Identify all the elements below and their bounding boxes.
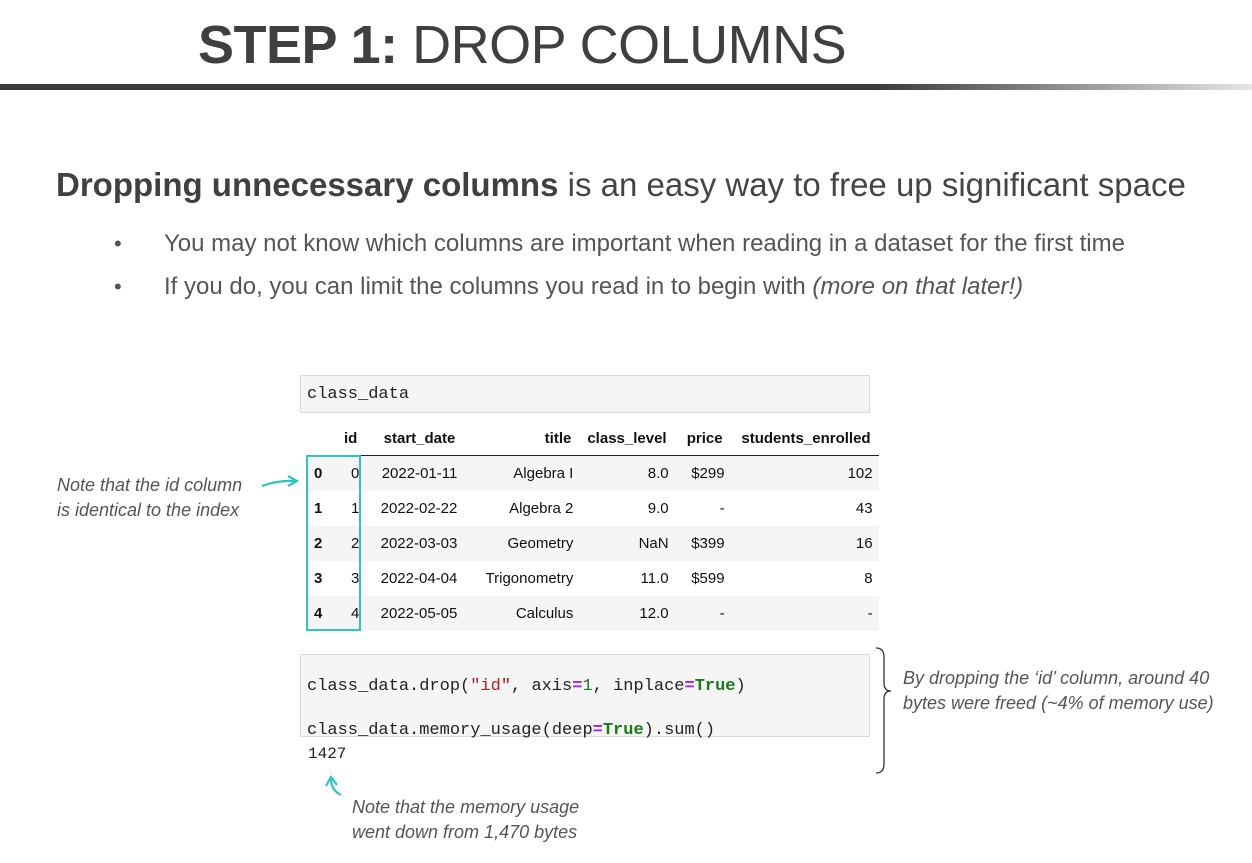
cell-price: $299: [691, 465, 725, 482]
cell-class-level: 11.0: [640, 570, 669, 587]
code-operator-token: =: [572, 677, 583, 696]
cell-price: $599: [691, 570, 725, 587]
cell-class-level: NaN: [638, 535, 669, 552]
note-line: Note that the memory usage: [352, 797, 580, 817]
column-header-title: title: [544, 430, 572, 447]
row-index: 4: [314, 605, 323, 622]
slide-title-rest: DROP COLUMNS: [397, 15, 847, 75]
column-header-students-enrolled: students_enrolled: [741, 430, 871, 447]
drop-column-note: [903, 666, 1214, 716]
memory-usage-note: [352, 795, 579, 845]
arrow-up-icon: [326, 777, 341, 795]
bullet-dot-icon: •: [114, 231, 122, 256]
cell-id: 3: [351, 570, 360, 587]
code-number-token: 1: [582, 677, 593, 696]
cell-title: Trigonometry: [485, 570, 574, 587]
column-header-index: [306, 422, 336, 456]
table-header-row: [306, 422, 879, 456]
cell-price: $399: [691, 535, 725, 552]
bullet-item: [114, 265, 1125, 308]
note-line: bytes were freed (~4% of memory use): [903, 693, 1214, 713]
cell-id: 2: [351, 535, 360, 552]
table-row: [306, 456, 879, 492]
cell-students-enrolled: -: [867, 605, 873, 622]
table-row: [306, 561, 879, 596]
note-line: went down from 1,470 bytes: [352, 822, 578, 842]
table-row: [306, 526, 879, 561]
code-keyword-token: True: [694, 677, 736, 696]
row-index: 3: [314, 570, 323, 587]
row-index: 1: [314, 500, 323, 517]
title-divider: [0, 84, 1252, 90]
bullet-emphasis: (more on that later!): [812, 273, 1024, 300]
cell-students-enrolled: 43: [855, 500, 873, 517]
slide-title-bold: STEP 1:: [198, 15, 398, 75]
code-line: class_data: [307, 385, 410, 404]
bullet-text: If you do, you can limit the columns you read in to begin with: [164, 273, 813, 300]
cell-price: -: [719, 500, 725, 517]
cell-students-enrolled: 8: [864, 570, 873, 587]
code-token: class_data.drop(: [307, 677, 471, 696]
note-line: By dropping the ‘id’ column, around 40: [903, 668, 1210, 688]
note-line: Note that the id column: [57, 475, 243, 495]
code-token: class_data.memory_usage(deep: [307, 721, 593, 740]
cell-students-enrolled: 102: [847, 465, 873, 482]
curly-brace-icon: [876, 648, 891, 773]
cell-id: 1: [351, 500, 360, 517]
code-token: ).sum(): [643, 721, 716, 740]
cell-id: 0: [351, 465, 360, 482]
cell-price: -: [719, 605, 725, 622]
code-token: , axis: [511, 677, 573, 696]
heading-rest: is an easy way to free up significant space: [558, 166, 1186, 203]
cell-start-date: 2022-04-04: [380, 570, 458, 587]
cell-start-date: 2022-03-03: [380, 535, 458, 552]
code-cell-class-data[interactable]: [300, 375, 870, 413]
row-index: 0: [314, 465, 323, 482]
bullet-item: [114, 222, 1125, 265]
slide-title: [198, 14, 846, 76]
column-header-start-date: start_date: [383, 430, 456, 447]
cell-start-date: 2022-02-22: [380, 500, 458, 517]
cell-students-enrolled: 16: [855, 535, 873, 552]
code-line-memory: [307, 709, 863, 753]
column-header-id: id: [344, 430, 358, 447]
column-header-price: price: [686, 430, 723, 447]
id-column-note: [57, 473, 242, 523]
code-line-drop: [307, 665, 863, 709]
code-operator-token: =: [592, 721, 603, 740]
cell-start-date: 2022-01-11: [381, 465, 458, 482]
bullet-text: You may not know which columns are important when reading in a dataset for the first time: [164, 230, 1125, 257]
cell-output: 1427: [308, 745, 347, 763]
cell-class-level: 9.0: [647, 500, 669, 517]
table-row: [306, 491, 879, 526]
code-token: , inplace: [592, 677, 685, 696]
code-operator-token: =: [684, 677, 695, 696]
cell-title: Algebra 2: [509, 500, 574, 517]
cell-class-level: 12.0: [639, 605, 669, 622]
dataframe-table: [306, 422, 879, 631]
cell-class-level: 8.0: [647, 465, 669, 482]
cell-title: Algebra I: [513, 465, 574, 482]
cell-title: Geometry: [507, 535, 574, 552]
code-cell-drop-column[interactable]: [300, 654, 870, 740]
arrow-right-icon: [262, 476, 297, 486]
table-row: [306, 596, 879, 631]
column-header-class-level: class_level: [587, 430, 667, 447]
cell-id: 4: [351, 605, 360, 622]
section-heading: [56, 164, 1186, 206]
code-keyword-token: True: [602, 721, 644, 740]
id-column-highlight-box: [306, 455, 361, 631]
bullet-list: [114, 222, 1125, 308]
code-string-token: "id": [470, 677, 512, 696]
cell-start-date: 2022-05-05: [380, 605, 458, 622]
bullet-dot-icon: •: [114, 274, 122, 299]
code-token: ): [735, 677, 746, 696]
note-line: is identical to the index: [57, 500, 240, 520]
row-index: 2: [314, 535, 323, 552]
heading-bold: Dropping unnecessary columns: [56, 166, 559, 203]
cell-title: Calculus: [515, 605, 574, 622]
